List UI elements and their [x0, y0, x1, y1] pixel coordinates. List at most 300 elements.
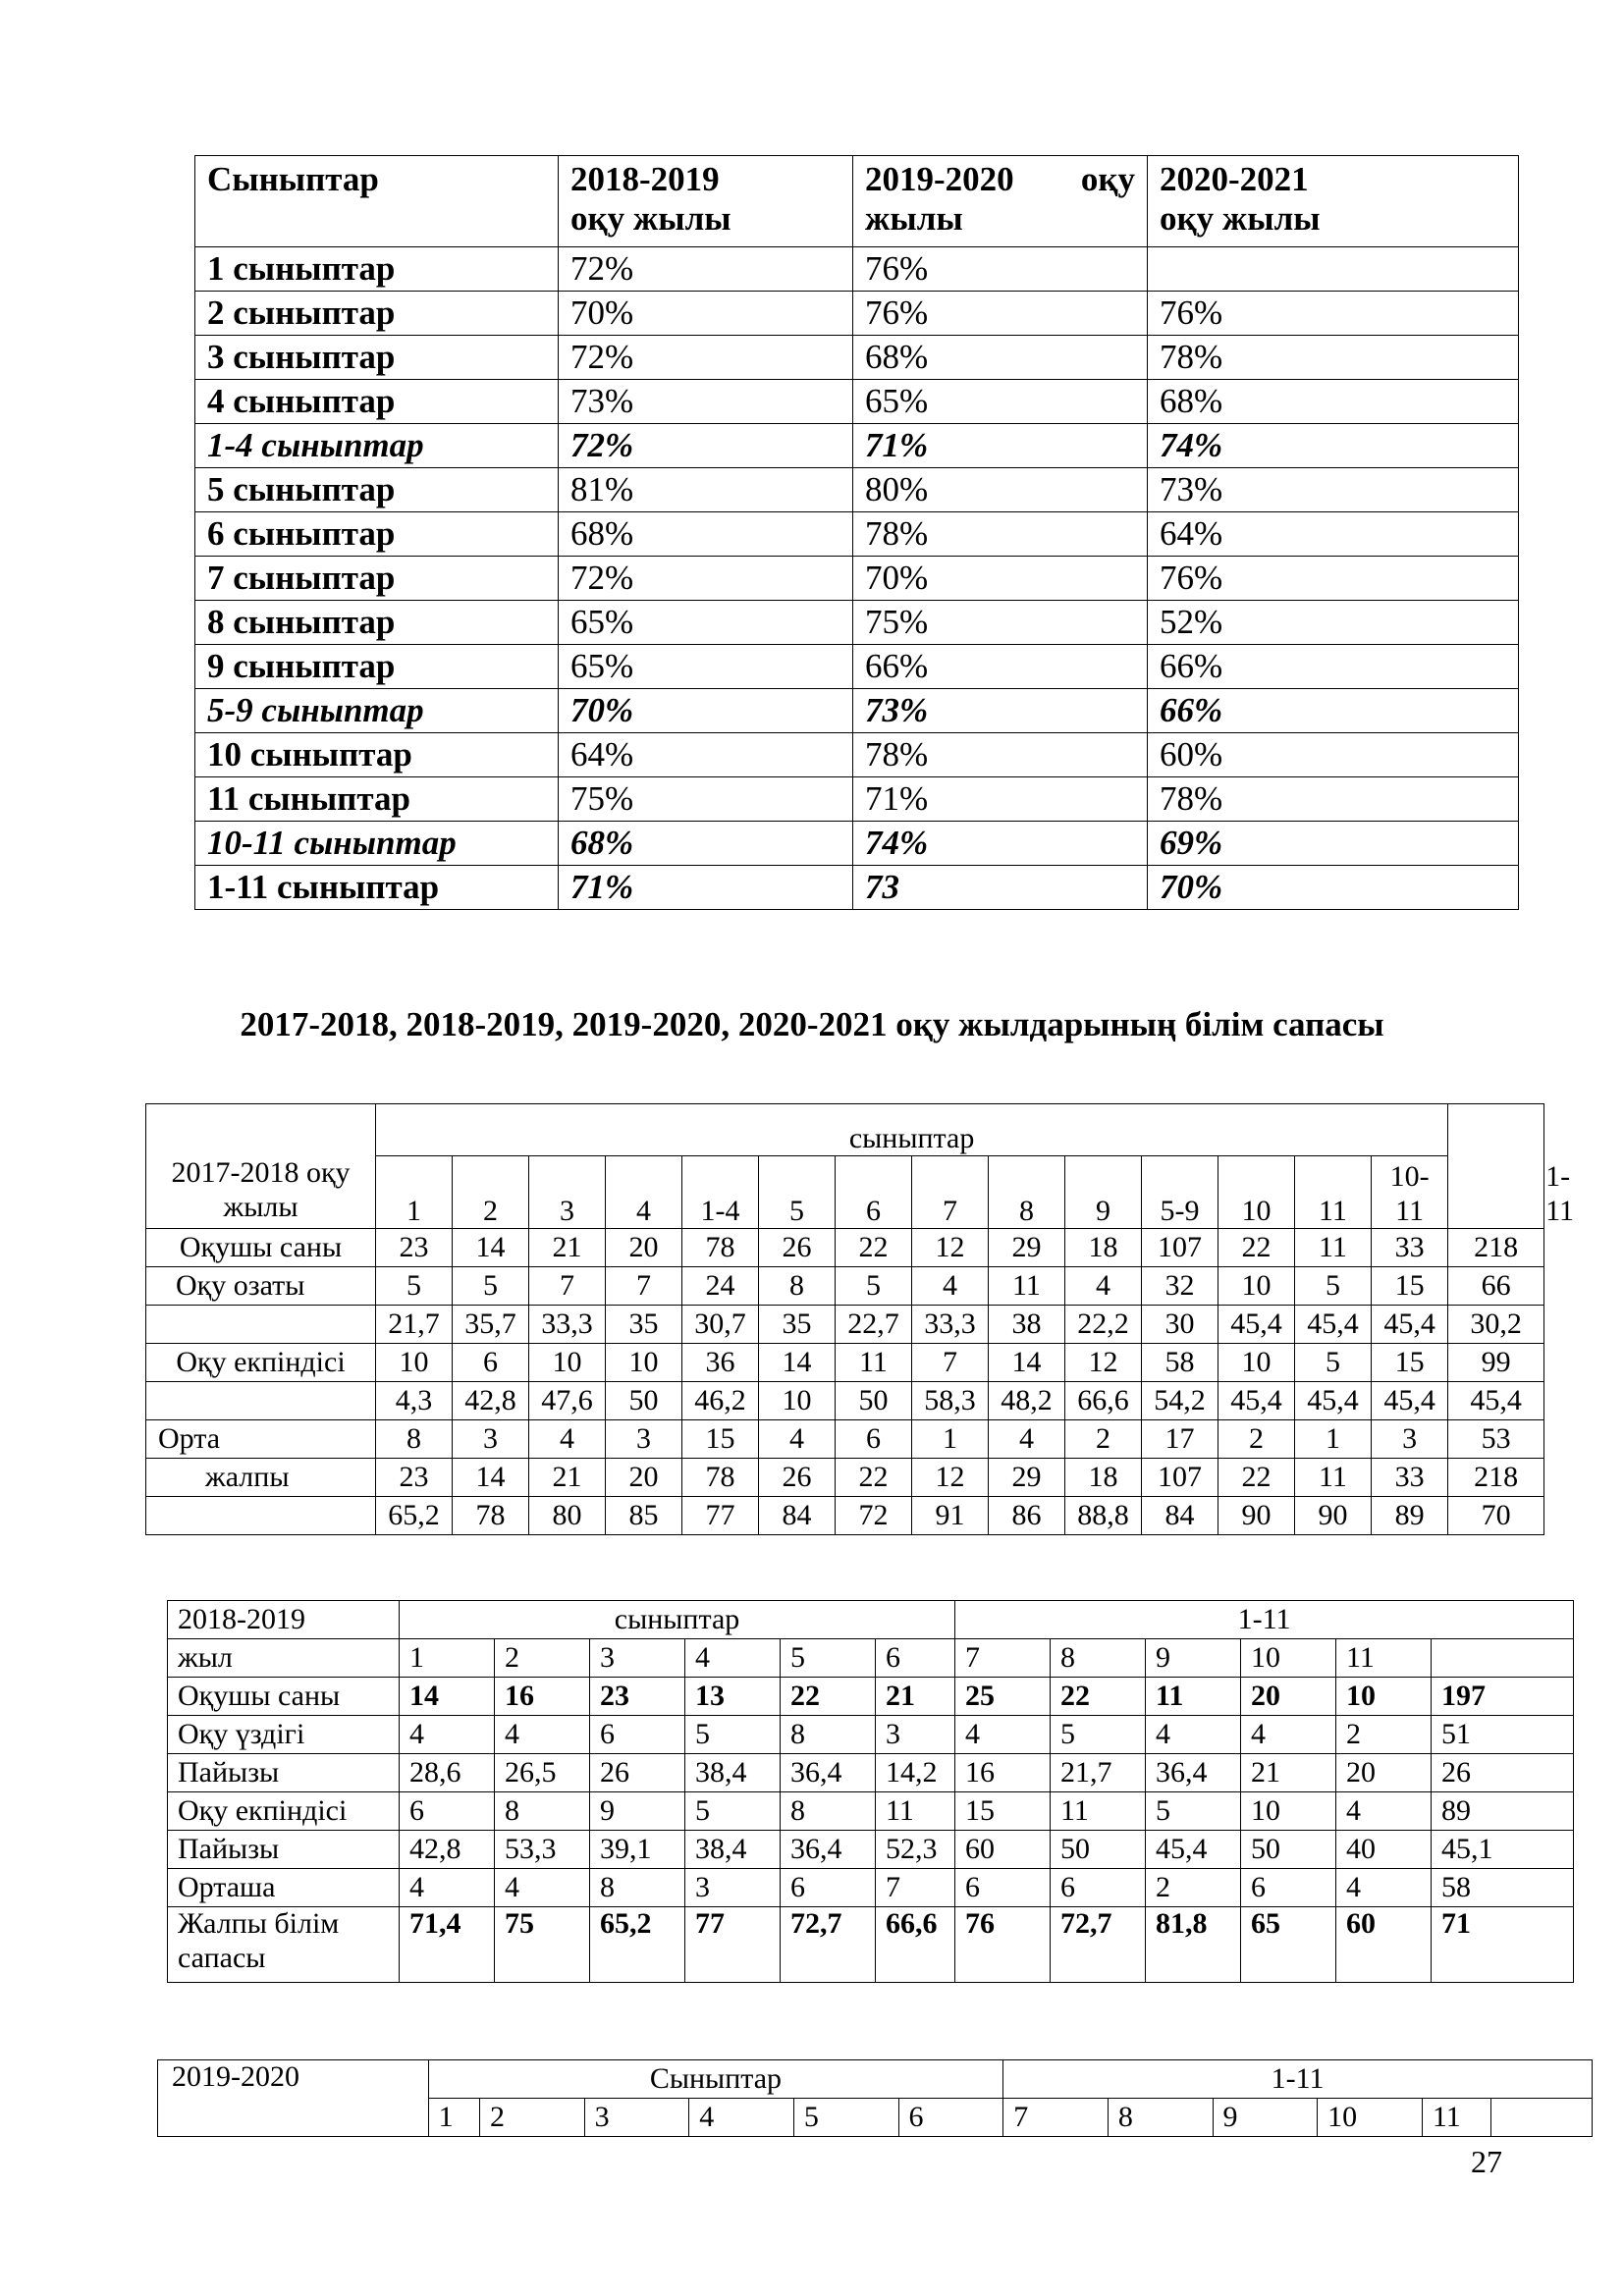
table-row [168, 1831, 1574, 1869]
table-cell: 66% [1148, 645, 1519, 689]
row-label: Оқушы саны [168, 1678, 400, 1716]
table-row [168, 1792, 1574, 1831]
row-label: 1-11 сыныптар [195, 866, 559, 910]
table-row [195, 601, 1519, 645]
table-cell: 17 [1142, 1420, 1218, 1459]
table-cell: 7 [876, 1869, 955, 1907]
header-2018-2019: 2018-2019 оқу жылы [559, 156, 853, 247]
table-cell: 11 [1295, 1229, 1372, 1267]
row-label: жалпы [146, 1459, 376, 1497]
table-cell: 6 [955, 1869, 1051, 1907]
column-header: 7 [955, 1639, 1051, 1678]
column-header [1432, 1639, 1574, 1678]
table-cell: 1 [912, 1420, 989, 1459]
table-cell: 21 [529, 1229, 606, 1267]
table-cell: 75 [495, 1907, 590, 1983]
table-cell: 69% [1148, 822, 1519, 866]
table-cell: 33 [1372, 1229, 1448, 1267]
table-cell: 3 [453, 1420, 529, 1459]
table-cell: 22 [836, 1459, 912, 1497]
column-header: 11 [1422, 2099, 1490, 2137]
table-cell: 65 [1241, 1907, 1336, 1983]
table-cell: 10 [1241, 1792, 1336, 1831]
table-cell: 33,3 [529, 1306, 606, 1344]
table2-group-row [146, 1104, 1544, 1156]
table-cell: 11 [1146, 1678, 1241, 1716]
table-cell: 45,4 [1372, 1306, 1448, 1344]
table-cell: 42,8 [453, 1382, 529, 1420]
table-cell: 75% [853, 601, 1148, 645]
table-cell: 22,2 [1065, 1306, 1142, 1344]
row-label [146, 1497, 376, 1535]
table-cell: 16 [955, 1754, 1051, 1792]
table-cell: 4 [1146, 1716, 1241, 1754]
table-row [146, 1267, 1544, 1306]
quality-table-2017-2018 [145, 1103, 1575, 1535]
table-cell: 18 [1065, 1229, 1142, 1267]
column-header: 5-9 [1142, 1156, 1218, 1229]
table-cell: 68% [559, 512, 853, 557]
table-cell: 22 [1218, 1459, 1295, 1497]
column-header: 7 [912, 1156, 989, 1229]
table-cell: 48,2 [989, 1382, 1065, 1420]
table-cell: 6 [836, 1420, 912, 1459]
table-row [195, 822, 1519, 866]
table-cell: 45,4 [1295, 1306, 1372, 1344]
table-row [195, 645, 1519, 689]
table-cell: 2 [1146, 1869, 1241, 1907]
table-cell: 50 [1241, 1831, 1336, 1869]
table-row [195, 689, 1519, 733]
table-cell: 11 [1051, 1792, 1146, 1831]
table-cell: 10 [606, 1344, 682, 1382]
table-cell: 72,7 [781, 1907, 876, 1983]
table-cell: 68% [559, 822, 853, 866]
table-cell: 14,2 [876, 1754, 955, 1792]
table-cell: 78 [453, 1497, 529, 1535]
table-cell: 66 [1448, 1267, 1544, 1306]
table-row [195, 512, 1519, 557]
table-cell: 12 [912, 1459, 989, 1497]
table-cell: 71% [853, 424, 1148, 468]
table-cell: 66% [853, 645, 1148, 689]
table-cell: 5 [685, 1716, 781, 1754]
column-header: 6 [898, 2099, 1003, 2137]
table2-year-label: 2017-2018 оқу жылы [146, 1104, 376, 1229]
table-cell: 14 [453, 1459, 529, 1497]
table-cell: 6 [400, 1792, 495, 1831]
row-label: 9 сыныптар [195, 645, 559, 689]
row-label: 2 сыныптар [195, 292, 559, 336]
table-cell: 74% [853, 822, 1148, 866]
table-cell: 8 [781, 1792, 876, 1831]
table-cell: 76 [955, 1907, 1051, 1983]
column-header: 1 [376, 1156, 453, 1229]
column-header: 1-4 [682, 1156, 759, 1229]
table-cell: 70% [559, 292, 853, 336]
table-cell: 89 [1432, 1792, 1574, 1831]
table-cell: 14 [453, 1229, 529, 1267]
row-label: 1 сыныптар [195, 247, 559, 292]
table-cell: 50 [1051, 1831, 1146, 1869]
table-cell: 4 [1065, 1267, 1142, 1306]
table-cell: 21,7 [376, 1306, 453, 1344]
table-cell: 16 [495, 1678, 590, 1716]
column-header: 9 [1146, 1639, 1241, 1678]
table-cell: 80% [853, 468, 1148, 512]
table-cell: 84 [1142, 1497, 1218, 1535]
table2-group-header: сыныптар [376, 1104, 1448, 1156]
column-header: 10 [1241, 1639, 1336, 1678]
header-2020-2021: 2020-2021 оқу жылы [1148, 156, 1519, 247]
table3-group-right: 1-11 [955, 1601, 1574, 1639]
table-row [168, 1907, 1574, 1983]
page-number: 27 [1471, 2144, 1502, 2179]
table-cell: 91 [912, 1497, 989, 1535]
table-row [195, 380, 1519, 424]
table-cell: 23 [376, 1229, 453, 1267]
table-cell: 22 [1218, 1229, 1295, 1267]
table-cell: 30,2 [1448, 1306, 1544, 1344]
table-cell: 58,3 [912, 1382, 989, 1420]
column-header: 8 [1108, 2099, 1213, 2137]
table-cell: 73% [559, 380, 853, 424]
table-cell: 6 [1241, 1869, 1336, 1907]
table-cell: 68% [1148, 380, 1519, 424]
table-cell: 70% [559, 689, 853, 733]
table-cell: 36,4 [781, 1831, 876, 1869]
table-cell: 4 [989, 1420, 1065, 1459]
row-label: 8 сыныптар [195, 601, 559, 645]
table-cell: 38,4 [685, 1831, 781, 1869]
table-cell: 10 [529, 1344, 606, 1382]
table-cell: 80 [529, 1497, 606, 1535]
table-cell: 29 [989, 1229, 1065, 1267]
table-cell: 45,4 [1218, 1306, 1295, 1344]
row-label: Оқу озаты [146, 1267, 376, 1306]
table4-group-row [158, 2060, 1593, 2099]
column-header [1491, 2099, 1593, 2137]
table-cell: 4 [495, 1869, 590, 1907]
table-row [168, 1678, 1574, 1716]
table-cell: 4 [400, 1869, 495, 1907]
table-cell: 71 [1432, 1907, 1574, 1983]
table-cell: 52,3 [876, 1831, 955, 1869]
table-cell: 78 [682, 1459, 759, 1497]
table-cell: 23 [376, 1459, 453, 1497]
table3-group-row [168, 1601, 1574, 1639]
table-cell: 76% [853, 292, 1148, 336]
table-cell: 45,4 [1218, 1382, 1295, 1420]
table-cell: 45,1 [1432, 1831, 1574, 1869]
table-cell [1148, 247, 1519, 292]
column-header: 5 [759, 1156, 836, 1229]
table-cell: 1 [1295, 1420, 1372, 1459]
table-cell: 30 [1142, 1306, 1218, 1344]
table-cell: 90 [1295, 1497, 1372, 1535]
column-header: 4 [606, 1156, 682, 1229]
row-label: 1-4 сыныптар [195, 424, 559, 468]
table-cell: 73 [853, 866, 1148, 910]
row-label [146, 1306, 376, 1344]
table-cell: 15 [955, 1792, 1051, 1831]
table-cell: 33 [1372, 1459, 1448, 1497]
table-cell: 8 [590, 1869, 685, 1907]
table-cell: 35 [759, 1306, 836, 1344]
table-cell: 5 [1295, 1267, 1372, 1306]
row-label: Орташа [168, 1869, 400, 1907]
table-cell: 26,5 [495, 1754, 590, 1792]
table-cell: 2 [1336, 1716, 1432, 1754]
table-cell: 76% [1148, 557, 1519, 601]
column-header: 10 [1218, 1156, 1295, 1229]
table-cell: 4 [495, 1716, 590, 1754]
table-cell: 15 [1372, 1344, 1448, 1382]
row-label: Оқу екпіндісі [168, 1792, 400, 1831]
column-header: 8 [1051, 1639, 1146, 1678]
column-header: 2 [495, 1639, 590, 1678]
table-cell: 50 [606, 1382, 682, 1420]
table-cell: 23 [590, 1678, 685, 1716]
table-cell: 8 [759, 1267, 836, 1306]
table-cell: 72% [559, 424, 853, 468]
table-cell: 52% [1148, 601, 1519, 645]
table-cell: 6 [453, 1344, 529, 1382]
row-label: 10-11 сыныптар [195, 822, 559, 866]
table-cell: 73% [1148, 468, 1519, 512]
table-cell: 2 [1218, 1420, 1295, 1459]
table-cell: 86 [989, 1497, 1065, 1535]
table-cell: 65% [853, 380, 1148, 424]
table-row [195, 733, 1519, 777]
table-cell: 4 [759, 1420, 836, 1459]
table-cell: 22 [836, 1229, 912, 1267]
column-header: 7 [1003, 2099, 1109, 2137]
row-label [146, 1382, 376, 1420]
table-cell: 26 [1432, 1754, 1574, 1792]
table-cell: 32 [1142, 1267, 1218, 1306]
table-cell: 22,7 [836, 1306, 912, 1344]
table-cell: 53 [1448, 1420, 1544, 1459]
column-header: 5 [793, 2099, 898, 2137]
table-cell: 4 [1241, 1716, 1336, 1754]
table-cell: 77 [682, 1497, 759, 1535]
table-cell: 10 [1218, 1344, 1295, 1382]
table-cell: 10 [1336, 1678, 1432, 1716]
table-cell: 75% [559, 777, 853, 822]
header-classes: Сыныптар [195, 156, 559, 247]
table-cell: 26 [590, 1754, 685, 1792]
table-cell: 76% [1148, 292, 1519, 336]
table-cell: 12 [1065, 1344, 1142, 1382]
table-row [168, 1869, 1574, 1907]
column-header: 8 [989, 1156, 1065, 1229]
row-label: Пайызы [168, 1831, 400, 1869]
table-row [195, 777, 1519, 822]
table-cell: 29 [989, 1459, 1065, 1497]
column-header: 1 [400, 1639, 495, 1678]
row-label: 7 сыныптар [195, 557, 559, 601]
column-header: 5 [781, 1639, 876, 1678]
table-cell: 38,4 [685, 1754, 781, 1792]
column-header: 11 [1295, 1156, 1372, 1229]
table-cell: 218 [1448, 1229, 1544, 1267]
column-header: 6 [836, 1156, 912, 1229]
row-label: 10 сыныптар [195, 733, 559, 777]
table1-header-row [195, 156, 1519, 247]
table-cell: 2 [1065, 1420, 1142, 1459]
table2-total-header-spacer [1448, 1104, 1544, 1229]
table-cell: 6 [781, 1869, 876, 1907]
table-row [146, 1382, 1544, 1420]
table-cell: 66% [1148, 689, 1519, 733]
table-cell: 107 [1142, 1459, 1218, 1497]
table-cell: 25 [955, 1678, 1051, 1716]
table-cell: 5 [836, 1267, 912, 1306]
table-cell: 8 [376, 1420, 453, 1459]
table-cell: 7 [606, 1267, 682, 1306]
table-cell: 72% [559, 336, 853, 380]
table-cell: 4 [400, 1716, 495, 1754]
table-cell: 4 [1336, 1792, 1432, 1831]
table-cell: 3 [685, 1869, 781, 1907]
table-cell: 5 [376, 1267, 453, 1306]
table-cell: 54,2 [1142, 1382, 1218, 1420]
table-cell: 78% [1148, 777, 1519, 822]
table-cell: 10 [1218, 1267, 1295, 1306]
table-cell: 5 [453, 1267, 529, 1306]
table-cell: 58 [1142, 1344, 1218, 1382]
section-title: 2017-2018, 2018-2019, 2019-2020, 2020-2021 оқу жылдарының білім сапасы [240, 1005, 1384, 1043]
quality-table-by-year [194, 155, 1519, 910]
table-cell: 20 [606, 1229, 682, 1267]
table-cell: 3 [1372, 1420, 1448, 1459]
table-cell: 65,2 [376, 1497, 453, 1535]
row-label: 6 сыныптар [195, 512, 559, 557]
table-cell: 4 [1336, 1869, 1432, 1907]
table-cell: 71% [853, 777, 1148, 822]
table-cell: 53,3 [495, 1831, 590, 1869]
quality-table-2018-2019 [167, 1600, 1574, 1983]
table-cell: 64% [1148, 512, 1519, 557]
table-cell: 65,2 [590, 1907, 685, 1983]
row-label: Оқушы саны [146, 1229, 376, 1267]
table-cell: 81,8 [1146, 1907, 1241, 1983]
table-cell: 38 [989, 1306, 1065, 1344]
table-row [195, 336, 1519, 380]
table-cell: 36,4 [1146, 1754, 1241, 1792]
table-cell: 21 [1241, 1754, 1336, 1792]
table-row [195, 292, 1519, 336]
row-label: Орта [146, 1420, 376, 1459]
table-row [168, 1716, 1574, 1754]
column-header: 9 [1213, 2099, 1318, 2137]
table-cell: 66,6 [876, 1907, 955, 1983]
table-cell: 10 [759, 1382, 836, 1420]
table-cell: 218 [1448, 1459, 1544, 1497]
table-cell: 21,7 [1051, 1754, 1146, 1792]
table-cell: 78% [853, 733, 1148, 777]
column-header: 3 [590, 1639, 685, 1678]
table-cell: 71% [559, 866, 853, 910]
table-cell: 26 [759, 1459, 836, 1497]
table-cell: 71,4 [400, 1907, 495, 1983]
column-header: 3 [584, 2099, 689, 2137]
table-cell: 9 [590, 1792, 685, 1831]
table-cell: 58 [1432, 1869, 1574, 1907]
row-label: Оқу үздігі [168, 1716, 400, 1754]
column-header: 10 [1318, 2099, 1423, 2137]
table-cell: 60 [1336, 1907, 1432, 1983]
table-cell: 4,3 [376, 1382, 453, 1420]
table-cell: 60% [1148, 733, 1519, 777]
table-cell: 22 [781, 1678, 876, 1716]
table-cell: 78 [682, 1229, 759, 1267]
quality-table-2019-2020 [157, 2059, 1593, 2137]
table-cell: 4 [529, 1420, 606, 1459]
table-cell: 51 [1432, 1716, 1574, 1754]
table-cell: 76% [853, 247, 1148, 292]
table-cell: 72,7 [1051, 1907, 1146, 1983]
table-cell: 72% [559, 557, 853, 601]
column-header: 4 [689, 2099, 794, 2137]
table-cell: 26 [759, 1229, 836, 1267]
table3-year-suffix: жыл [168, 1639, 400, 1678]
column-header: 3 [529, 1156, 606, 1229]
table-cell: 50 [836, 1382, 912, 1420]
row-label: 5 сыныптар [195, 468, 559, 512]
table-cell: 78% [1148, 336, 1519, 380]
table-cell: 15 [682, 1420, 759, 1459]
table4-year: 2019-2020 [158, 2060, 429, 2137]
table-cell: 78% [853, 512, 1148, 557]
table-cell: 14 [400, 1678, 495, 1716]
column-header: 2 [453, 1156, 529, 1229]
table-cell: 70 [1448, 1497, 1544, 1535]
table-cell: 33,3 [912, 1306, 989, 1344]
table-cell: 10 [376, 1344, 453, 1382]
table-cell: 45,4 [1448, 1382, 1544, 1420]
table-cell: 5 [685, 1792, 781, 1831]
table4-group-left: Сыныптар [428, 2060, 1003, 2099]
table-cell: 65% [559, 601, 853, 645]
table-cell: 65% [559, 645, 853, 689]
table-cell: 28,6 [400, 1754, 495, 1792]
table-cell: 7 [529, 1267, 606, 1306]
table-cell: 35,7 [453, 1306, 529, 1344]
table-row [146, 1229, 1544, 1267]
table-cell: 72 [836, 1497, 912, 1535]
row-label: Пайызы [168, 1754, 400, 1792]
table-cell: 4 [912, 1267, 989, 1306]
column-header: 9 [1065, 1156, 1142, 1229]
table-cell: 24 [682, 1267, 759, 1306]
table-cell: 70% [853, 557, 1148, 601]
table-cell: 6 [1051, 1869, 1146, 1907]
table3-year: 2018-2019 [168, 1601, 400, 1639]
table-cell: 13 [685, 1678, 781, 1716]
table-cell: 197 [1432, 1678, 1574, 1716]
table-cell: 15 [1372, 1267, 1448, 1306]
table-cell: 90 [1218, 1497, 1295, 1535]
table-row [195, 866, 1519, 910]
table-cell: 7 [912, 1344, 989, 1382]
table-cell: 47,6 [529, 1382, 606, 1420]
table-cell: 66,6 [1065, 1382, 1142, 1420]
table-cell: 20 [1241, 1678, 1336, 1716]
row-label: Оқу екпіндісі [146, 1344, 376, 1382]
table-cell: 4 [955, 1716, 1051, 1754]
